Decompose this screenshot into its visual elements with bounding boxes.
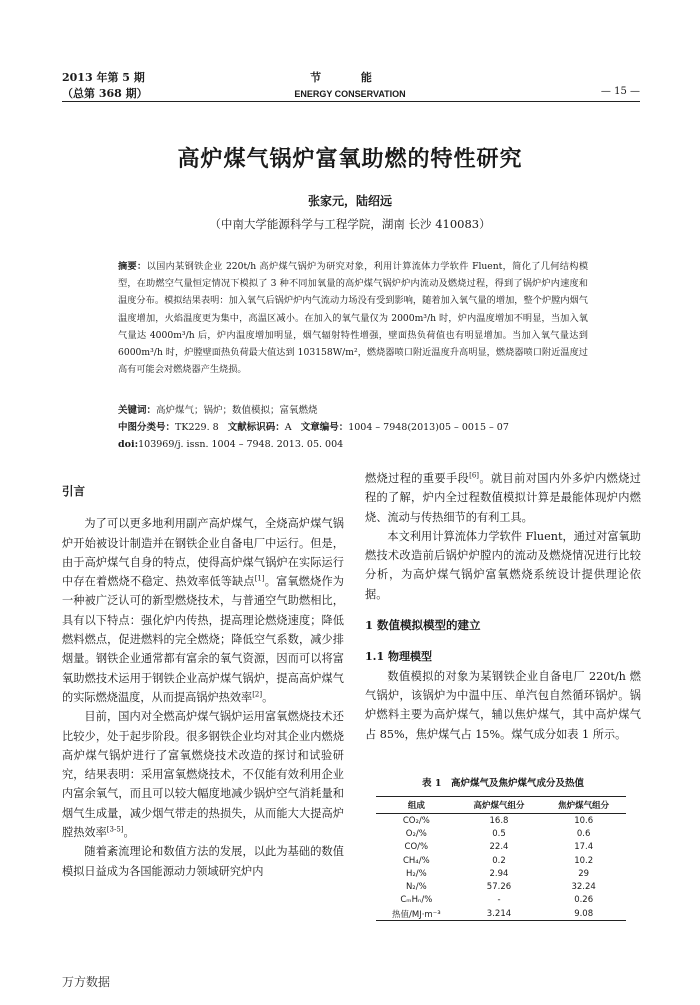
- section-1-1-heading: 1.1 物理模型: [365, 650, 432, 664]
- intro-paragraph-1: [62, 514, 344, 707]
- table-cell: CₘHₙ/%: [400, 895, 433, 906]
- table-header-row: [376, 797, 626, 814]
- doi-value: 103969/j. issn. 1004 – 7948. 2013. 05. 004: [138, 439, 344, 450]
- table-row: [376, 827, 626, 840]
- classification: [118, 420, 588, 435]
- table-cell: -: [497, 895, 501, 906]
- table-cell: 0.2: [492, 855, 506, 866]
- citation: [3-5]: [106, 825, 124, 834]
- table-cell: 0.5: [492, 828, 506, 839]
- intro-p2-text: 目前，国内对全燃高炉煤气锅炉运用富氧燃烧技术还比较少，处于起步阶段。很多钢铁企业均对其企业内燃烧高炉煤气锅炉进行了富氧燃烧技术改造的探讨和试验研究，结果表明：采用富氧燃烧技术，不仅能有效利用企业内富余氧气，而且可以较大幅度地减少锅炉空气消耗量和烟气生成量，减少烟气带走的热损失，从而能大大提高炉膛热效率: [62, 710, 344, 840]
- table-row: [376, 894, 626, 907]
- affiliation: （中南大学能源科学与工程学院，湖南 长沙 410083）: [209, 217, 491, 231]
- abstract: [118, 258, 588, 378]
- abstract-label: 摘要：: [118, 261, 147, 272]
- composition-table: [376, 796, 626, 921]
- table-cell: 10.6: [574, 815, 594, 826]
- citation: [2]: [252, 690, 263, 699]
- table-cell: CO₂/%: [402, 815, 430, 826]
- table-cell: N₂/%: [405, 882, 427, 893]
- clc-value: TK229. 8: [175, 422, 219, 433]
- right-paragraph-2: 数值模拟的对象为某钢铁企业自备电厂 220t/h 燃气锅炉，该锅炉为中温中压、单汽包自然循环锅炉。锅炉燃料主要为高炉煤气，辅以焦炉煤气，其中高炉煤气占 85%，焦炉煤气占 15%。煤气成分如表 1 所示。: [365, 669, 641, 741]
- year-issue: 2013 年第 5 期: [62, 71, 145, 84]
- intro-p1-text-b: 。富氧燃烧作为一种被广泛认可的新型燃烧技术，与普通空气助燃相比，具有以下特点：强化炉内传热，提高理论燃烧速度；降低燃料燃点，促进燃料的完全燃烧；降低空气系数，减少排烟量。钢铁企业通常都有富余的氧气资源，因而可以将富氧助燃技术运用于钢铁企业高炉煤气锅炉，提高高炉煤气的实际燃烧温度，从而提高锅炉热效率: [62, 575, 344, 704]
- table-cell: 热值/MJ·m⁻³: [376, 907, 457, 921]
- table-cell: H₂/%: [405, 868, 427, 879]
- journal-cn: 节 能: [310, 71, 390, 84]
- table-cell: 2.94: [489, 868, 509, 879]
- article-no-value: 1004 – 7948(2013)05 – 0015 – 07: [348, 422, 509, 433]
- table-cell: 57.26: [486, 882, 512, 893]
- intro-paragraph-3: 随着紊流理论和数值方法的发展，以此为基础的数值模拟日益成为各国能源动力领域研究炉内: [62, 845, 344, 878]
- intro-p1-text: 为了可以更多地利用副产高炉煤气，全烧高炉煤气锅炉开始被设计制造并在钢铁企业自备电厂中运行。但是，由于高炉煤气自身的特点，使得高炉煤气锅炉在实际运行中存在着燃烧不稳定、热效率低等缺点: [62, 517, 344, 589]
- article-no-label: 文章编号：: [300, 422, 349, 433]
- authors: 张家元，陆绍远: [307, 194, 392, 208]
- right-p0-text: 燃烧过程的重要手段: [365, 472, 470, 485]
- citation: [1]: [254, 574, 265, 583]
- table-row: [376, 867, 626, 880]
- header-rule: [62, 101, 640, 102]
- intro-heading: 引言: [62, 484, 85, 498]
- total-issue: （总第 368 期）: [62, 87, 148, 100]
- table-row: [376, 880, 626, 893]
- table-row: [376, 907, 626, 921]
- issue-info: [62, 70, 148, 102]
- right-paragraph-0: [365, 469, 641, 527]
- abstract-text: 以国内某钢铁企业 220t/h 高炉煤气锅炉为研究对象，利用计算流体力学软件 Fluent，简化了几何结构模型，在助燃空气量恒定情况下模拟了 3 种不同加氧量的高炉煤气锅炉炉内流动及燃烧过程，得到了锅炉炉内速度和温度分布。模拟结果表明：加入氧气后锅炉炉内气流动力场没有受到影响，随着加入氧气量的增加，整个炉膛内烟气温度增加，火焰温度更为集中，高温区减小。在加入的氧气量仅为 2000m³/h 时，炉内温度增加不明显，当加入氧气量达 4000m³/h 后，炉内温度增加明显，烟气辐射特性增强，壁面热负荷值也有明显增加。当加入氧气量达到 6000m³/h 时，炉膛壁面热负荷最大值达到 103158W/m²，燃烧器喷口附近温度升高明显，燃烧器喷口附近温度过高有可能会对燃烧器产生烧损。: [118, 261, 589, 376]
- doc-code-label: 文献标识码：: [227, 422, 285, 433]
- doi-label: doi:: [118, 439, 139, 450]
- table-cell: 0.26: [574, 895, 594, 906]
- keywords: [118, 403, 588, 418]
- intro-p1-end: 。: [262, 690, 274, 704]
- table-cell: CO/%: [404, 842, 429, 853]
- intro-p2-end: 。: [123, 826, 135, 840]
- right-column: [365, 469, 641, 744]
- table-cell: 17.4: [574, 842, 594, 853]
- table-header-cell: 高炉煤气组分: [457, 797, 542, 814]
- page-number: — 15 —: [600, 86, 640, 97]
- table-cell: 10.2: [574, 855, 594, 866]
- keywords-text: 高炉煤气；锅炉；数值模拟；富氧燃烧: [156, 405, 318, 416]
- journal-name: [260, 70, 440, 102]
- table-cell: 3.214: [457, 907, 542, 921]
- table-cell: 16.8: [489, 815, 509, 826]
- table-cell: O₂/%: [405, 828, 427, 839]
- left-column: [62, 482, 344, 881]
- table-cell: 32.24: [571, 882, 596, 893]
- table-caption: 表 1 高炉煤气及焦炉煤气成分及热值: [422, 778, 584, 789]
- table-body: [376, 814, 626, 921]
- table-row: [376, 854, 626, 867]
- doc-code-value: A: [284, 422, 292, 433]
- journal-en: ENERGY CONSERVATION: [294, 89, 406, 99]
- section-1-heading: 1 数值模拟模型的建立: [365, 618, 481, 633]
- table-row: [376, 841, 626, 854]
- table-cell: 29: [578, 868, 590, 879]
- table-1: [376, 796, 626, 921]
- table-cell: 9.08: [541, 907, 626, 921]
- paper-title: 高炉煤气锅炉富氧助燃的特性研究: [177, 146, 523, 172]
- intro-paragraph-2: [62, 707, 344, 842]
- footer-watermark: 万方数据: [62, 975, 111, 989]
- clc-label: 中图分类号：: [118, 422, 176, 433]
- citation: [6]: [469, 471, 480, 480]
- doi: [118, 437, 588, 452]
- right-p0-text-b: 。就目前对国内外多炉内燃烧过程的了解，炉内全过程数值模拟计算是最能体现炉内燃烧、流动与传热细节的有利工具。: [365, 472, 641, 524]
- right-paragraph-1: 本文利用计算流体力学软件 Fluent，通过对富氧助燃技术改造前后锅炉炉膛内的流动及燃烧情况进行比较分析，为高炉煤气锅炉富氧燃烧系统设计提供理论依据。: [365, 529, 641, 601]
- table-cell: CH₄/%: [402, 855, 430, 866]
- table-cell: 22.4: [489, 842, 509, 853]
- table-header-cell: 组成: [376, 797, 457, 814]
- table-row: [376, 814, 626, 828]
- table-header-cell: 焦炉煤气组分: [541, 797, 626, 814]
- table-cell: 0.6: [576, 828, 591, 839]
- keywords-label: 关键词：: [118, 405, 157, 416]
